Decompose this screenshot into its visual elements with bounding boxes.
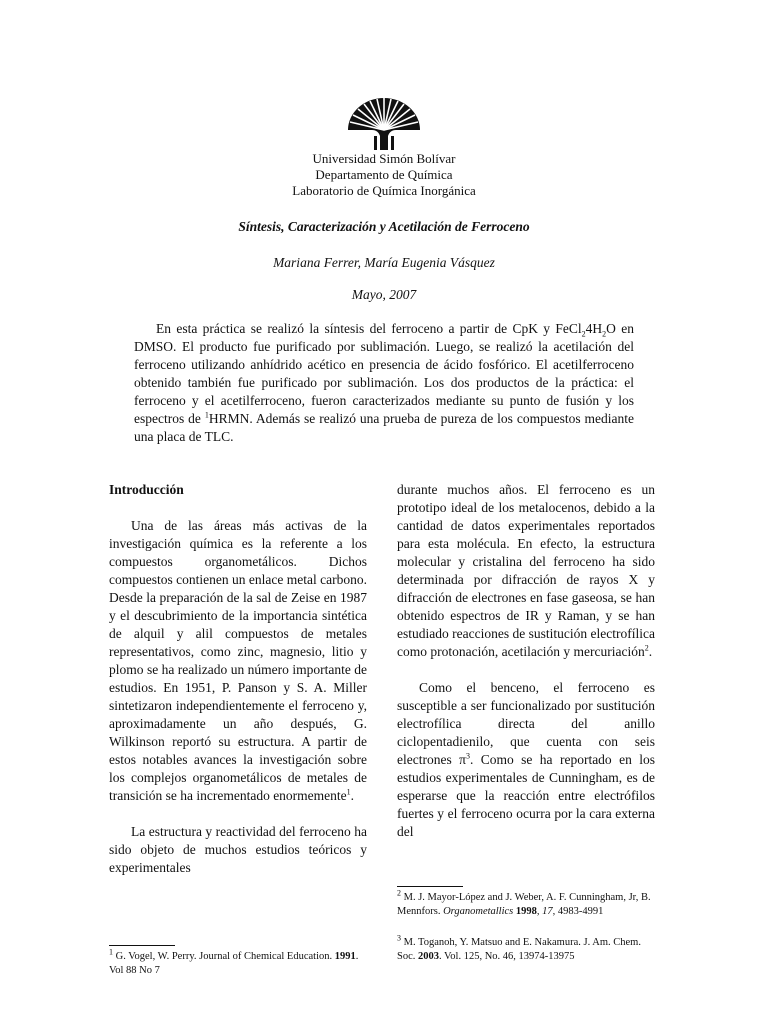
left-column xyxy=(109,481,367,877)
footnote-2: $^2$ M. J. Mayor-López and J. Weber, A. F. Cunningham, Jr, B. Mennfors. Organometallics 1998, 17, 4983-4991 xyxy=(397,888,651,917)
department-name: Departamento de Química xyxy=(315,167,453,182)
footnote-3: $^3$ M. Toganoh, Y. Matsuo and E. Nakamura. J. Am. Chem. Soc. 2003. Vol. 125, No. 46, 13974-13975 xyxy=(397,933,641,962)
footnote-rule-left xyxy=(109,945,175,946)
paragraph-3: Como el benceno, el ferroceno es susceptible a ser funcionalizado por sustitución electrofílica directa del anillo ciclopentadienilo, que cuenta con seis electrones $\pi^3$. Como se ha reportado en los estudios experimentales de Cunningham, es de esperarse que la reacción entre electrófilos fuertes y el ferroceno ocurra por la cara externa del xyxy=(397,680,655,839)
footnote-1: $^1$ G. Vogel, W. Perry. Journal of Chemical Education. 1991. Vol 88 No 7 xyxy=(109,947,359,976)
lab-name: Laboratorio de Química Inorgánica xyxy=(292,183,476,198)
paragraph-2-start: La estructura y reactividad del ferroceno ha sido objeto de muchos estudios teóricos y experimentales xyxy=(109,824,367,875)
paragraph-1: Una de las áreas más activas de la investigación química es la referente a los compuestos organometálicos. Dichos compuestos contienen un enlace metal carbono. Desde la preparación de la sal de Zeise en 1987 y el descubrimiento de la importancia sintética de alquil y alil compuestos de metales representativos, como zinc, magnesio, litio y plomo se ha realizado un número importante de estudios. En 1951, P. Panson y S. A. Miller sintetizaron independientemente el ferroceno y, aproximadamente un año después, G. Wilkinson reportó su estructura. A partir de estos notables avances la investigación sobre los complejos organometálicos de metales de transición se ha incrementado enormemente$^1$. xyxy=(109,518,367,803)
paper-title: Síntesis, Caracterización y Acetilación de Ferroceno xyxy=(238,219,530,234)
section-heading-introduccion: Introducción xyxy=(109,482,184,497)
abstract: En esta práctica se realizó la síntesis del ferroceno a partir de CpK y $FeCl_24H_2O$ en DMSO. El producto fue purificado por sublimación. Luego, se realizó la acetilación del ferroceno utilizando anhídrido acético en presencia de ácido fosfórico. El acetilferroceno obtenido también fue purificado por sublimación. Los dos productos de la práctica: el ferroceno y el acetilferroceno, fueron caracterizados mediante su punto de fusión y los espectros de $^1$HRMN. Además se realizó una prueba de pureza de los compuestos mediante una placa de TLC. xyxy=(134,321,634,444)
paragraph-2-continued: durante muchos años. El ferroceno es un prototipo ideal de los metalocenos, debido a la cantidad de datos experimentales reportados para esta molécula. En efecto, la estructura molecular y cristalina del ferroceno ha sido determinada por difracción de rayos X y difracción de electrones en fase gaseosa, se han obtenido espectros de IR y Raman, y se han estudiado reacciones de sustitución electrofílica como protonación, acetilación y mercuriación$^2$. xyxy=(397,482,655,659)
right-column xyxy=(397,481,655,841)
paper-authors: Mariana Ferrer, María Eugenia Vásquez xyxy=(273,255,495,270)
paper-date: Mayo, 2007 xyxy=(351,287,417,302)
university-logo xyxy=(344,96,424,152)
university-name: Universidad Simón Bolívar xyxy=(312,151,456,166)
footnote-rule-right xyxy=(397,886,463,887)
